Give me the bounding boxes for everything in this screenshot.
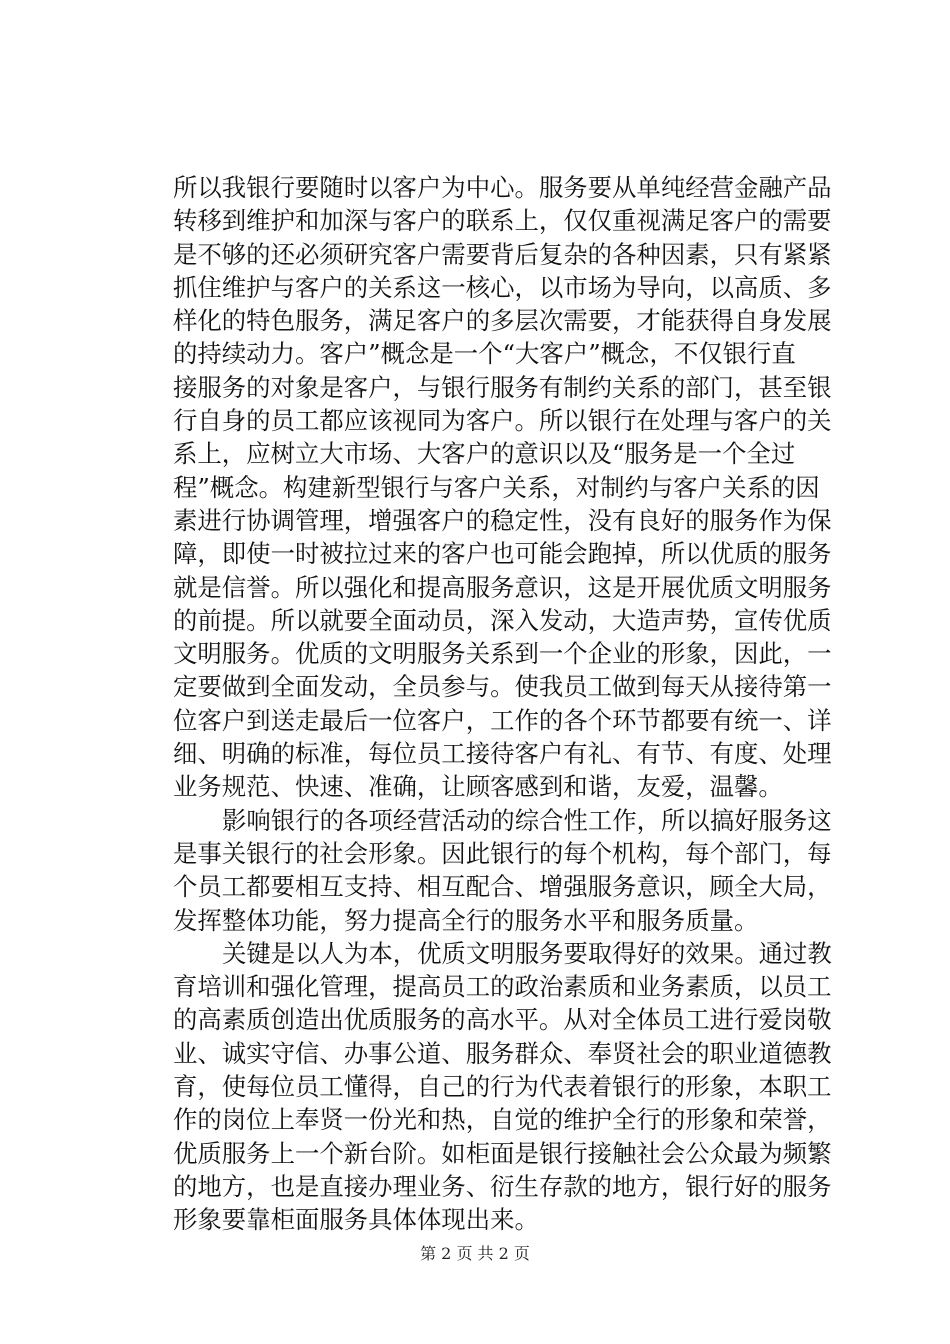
text-line: 关键是以人为本，优质文明服务要取得好的效果。通过教 xyxy=(222,938,832,968)
text-line: 定要做到全面发动，全员参与。使我员工做到每天从接待第一 xyxy=(173,672,832,702)
text-line: 细、明确的标准，每位员工接待客户有礼、有节、有度、处理 xyxy=(173,739,832,769)
text-line: 优质服务上一个新台阶。如柜面是银行接触社会公众最为频繁 xyxy=(173,1138,832,1168)
text-line: 所以我银行要随时以客户为中心。服务要从单纯经营金融产品 xyxy=(173,173,832,202)
text-line: 的高素质创造出优质服务的高水平。从对全体员工进行爱岗敬 xyxy=(173,1005,832,1035)
text-line: 的地方，也是直接办理业务、衍生存款的地方，银行好的服务 xyxy=(173,1171,832,1201)
text-line: 育，使每位员工懂得，自己的行为代表着银行的形象，本职工 xyxy=(173,1072,832,1102)
text-line: 文明服务。优质的文明服务关系到一个企业的形象，因此，一 xyxy=(173,639,832,669)
text-line: 素进行协调管理，增强客户的稳定性，没有良好的服务作为保 xyxy=(173,505,832,535)
text-line: 的持续动力。客户”概念是一个“大客户”概念，不仅银行直 xyxy=(173,339,796,369)
paragraph xyxy=(173,804,832,937)
text-line: 接服务的对象是客户，与银行服务有制约关系的部门，甚至银 xyxy=(173,372,832,402)
text-line: 是不够的还必须研究客户需要背后复杂的各种因素，只有紧紧 xyxy=(173,239,832,269)
text-line: 程”概念。构建新型银行与客户关系，对制约与客户关系的因 xyxy=(173,472,820,502)
paragraph xyxy=(173,937,832,1237)
text-line: 系上，应树立大市场、大客户的意识以及“服务是一个全过 xyxy=(173,439,796,469)
text-line: 发挥整体功能，努力提高全行的服务水平和服务质量。 xyxy=(173,905,759,935)
text-line: 业、诚实守信、办事公道、服务群众、奉贤社会的职业道德教 xyxy=(173,1038,832,1068)
text-line: 行自身的员工都应该视同为客户。所以银行在处理与客户的关 xyxy=(173,406,832,436)
text-line: 的前提。所以就要全面动员，深入发动，大造声势，宣传优质 xyxy=(173,605,832,635)
text-line: 转移到维护和加深与客户的联系上，仅仅重视满足客户的需要 xyxy=(173,206,832,236)
text-line: 育培训和强化管理，提高员工的政治素质和业务素质，以员工 xyxy=(173,972,832,1002)
text-line: 个员工都要相互支持、相互配合、增强服务意识，顾全大局， xyxy=(173,872,832,902)
text-line: 样化的特色服务，满足客户的多层次需要，才能获得自身发展 xyxy=(173,306,832,336)
text-line: 障，即使一时被拉过来的客户也可能会跑掉，所以优质的服务 xyxy=(173,539,832,569)
text-line: 业务规范、快速、准确，让顾客感到和谐，友爱，温馨。 xyxy=(173,772,783,802)
paragraph xyxy=(173,171,832,804)
text-line: 位客户到送走最后一位客户，工作的各个环节都要有统一、详 xyxy=(173,705,832,735)
page-footer: 第 2 页 共 2 页 xyxy=(420,1244,530,1263)
text-line: 抓住维护与客户的关系这一核心，以市场为导向，以高质、多 xyxy=(173,272,832,302)
text-line: 影响银行的各项经营活动的综合性工作，所以搞好服务这 xyxy=(222,805,832,835)
document-body xyxy=(173,171,832,1237)
text-line: 作的岗位上奉贤一份光和热，自觉的维护全行的形象和荣誉， xyxy=(173,1105,832,1135)
text-line: 是事关银行的社会形象。因此银行的每个机构，每个部门，每 xyxy=(173,838,832,868)
text-line: 就是信誉。所以强化和提高服务意识，这是开展优质文明服务 xyxy=(173,572,832,602)
text-line: 形象要靠柜面服务具体体现出来。 xyxy=(173,1205,539,1235)
